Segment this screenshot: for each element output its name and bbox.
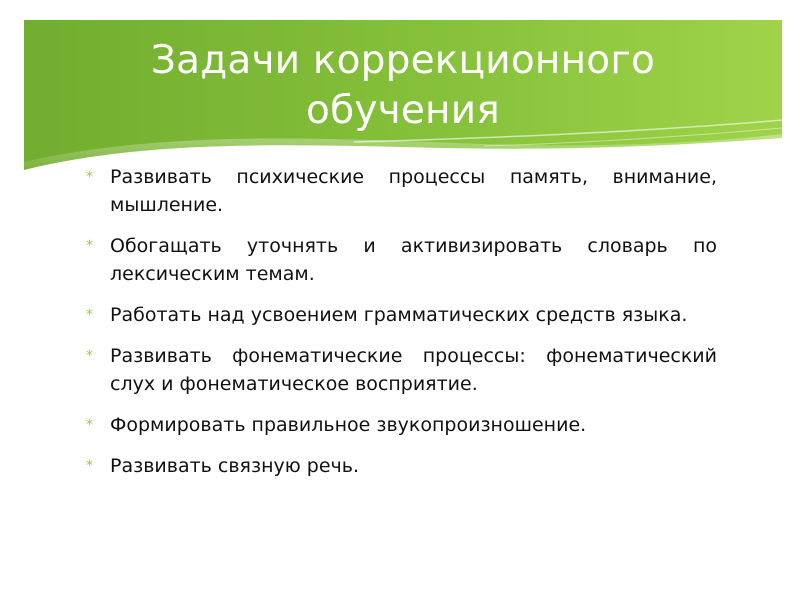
asterisk-bullet-icon: * (86, 417, 93, 433)
asterisk-bullet-icon: * (86, 307, 93, 323)
asterisk-bullet-icon: * (86, 169, 93, 185)
list-item-text: Формировать правильное звукопроизношение. (110, 414, 587, 436)
list-item-text: Развивать психические процессы память, внимание, мышление. (110, 166, 717, 216)
list-item (86, 342, 717, 398)
bullet-list (86, 163, 717, 493)
list-item (86, 411, 717, 439)
title-line-2: обучения (306, 88, 500, 133)
list-item (86, 301, 717, 329)
title-line-1: Задачи коррекционного (150, 38, 656, 83)
list-item-text: Обогащать уточнять и активизировать словарь по лексическим темам. (110, 235, 717, 285)
list-item (86, 232, 717, 288)
slide-title (24, 36, 782, 136)
list-item (86, 163, 717, 219)
asterisk-bullet-icon: * (86, 348, 93, 364)
asterisk-bullet-icon: * (86, 458, 93, 474)
asterisk-bullet-icon: * (86, 238, 93, 254)
list-item-text: Развивать связную речь. (110, 455, 359, 477)
list-item (86, 452, 717, 480)
list-item-text: Работать над усвоением грамматических средств языка. (110, 304, 688, 326)
list-item-text: Развивать фонематические процессы: фонематический слух и фонематическое восприятие. (110, 345, 717, 395)
